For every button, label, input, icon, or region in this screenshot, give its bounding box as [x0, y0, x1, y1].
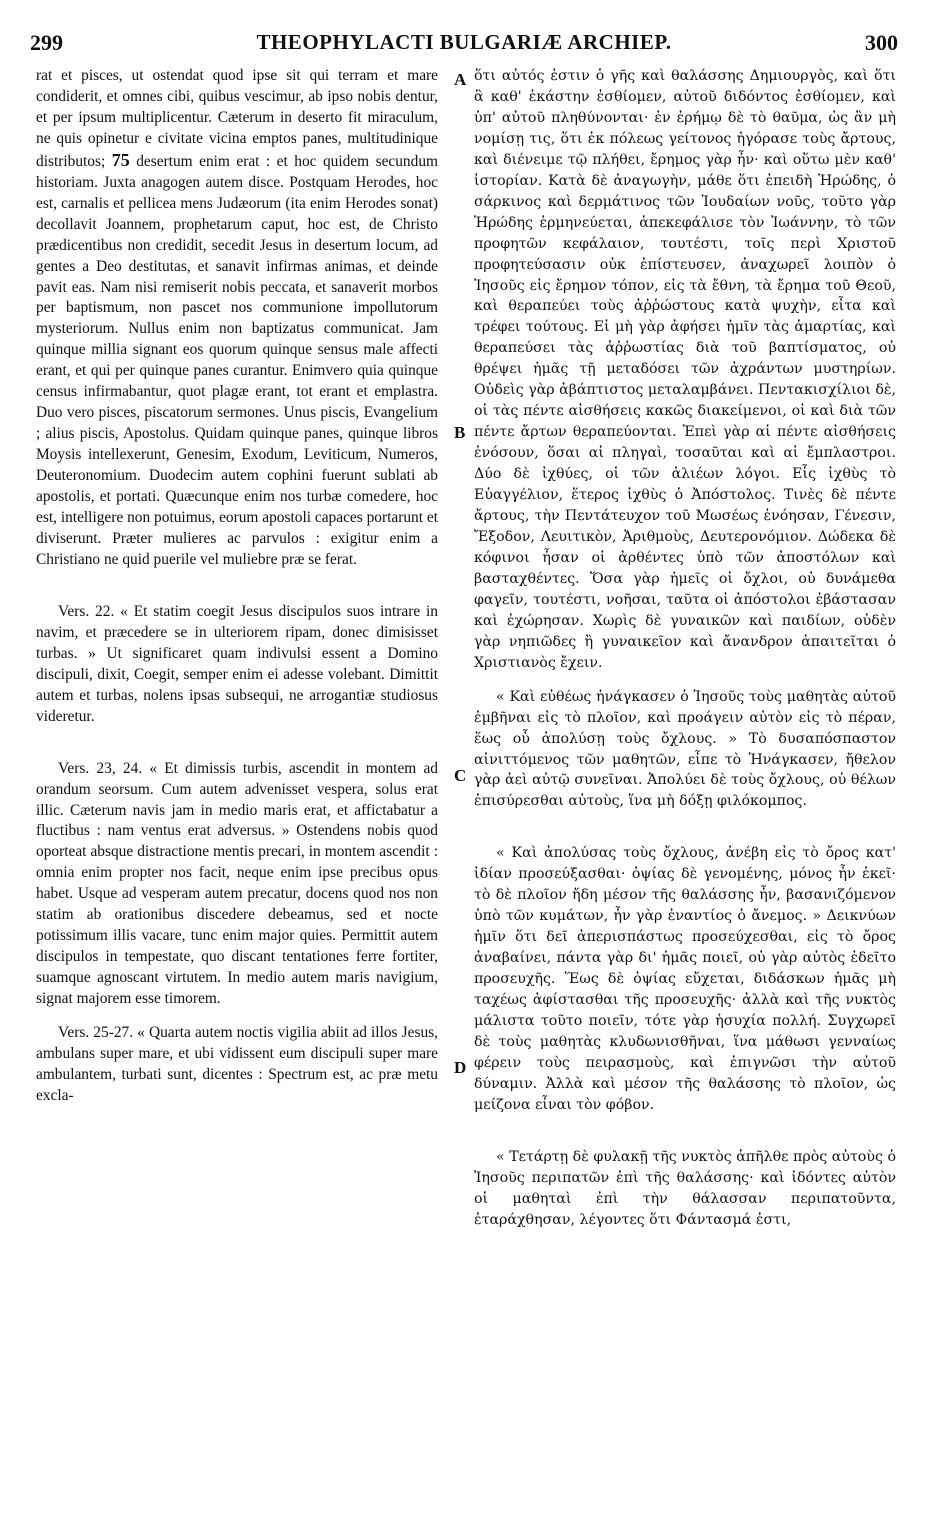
margin-letter-c: C	[454, 766, 467, 785]
margin-letter-d: D	[454, 1058, 467, 1077]
running-title: THEOPHYLACTI BULGARIÆ ARCHIEP.	[256, 30, 672, 54]
latin-paragraph	[36, 66, 438, 571]
latin-column	[36, 66, 438, 1120]
latin-text: desertum enim erat : et hoc quidem secundum historiam. Juxta anagogen autem disce. Postquam Herodes, hoc est, carnalis et pellicea mens Judæorum (ita enim Herodes sonat) decollavit Joannem, prophetarum caput, hoc est, de Christo prædicentibus non credidit, secedit Jesus in desertum locum, ad gentes a Deo destitutas, et sanavit infirmas animas, et deinde pavit eas. Nam nisi remiserit nobis peccata, et sanaverit morbos per baptismum, non pascet nos communione impollutorum mysteriorum. Nullus enim non baptizatus communicat. Jam quinque millia signant eos quorum quinque sensus male affecti erant, et qui per quinque panes curantur. Enimvero quia quinque census infirmabantur, quot plagæ erant, tot erant et emplastra. Duo vero pisces, piscatorum sermones. Unus piscis, Evangelium ; alius piscis, Apostolus. Quidam quinque panes, quinque libros Moysis intellexerunt, Genesim, Exodum, Leviticum, Numeros, Deuteronomium. Duodecim autem cophini fuerunt sublati ab apostolis, et portati. Quæcunque enim nos turbæ comedere, hoc est, intelligere non potuimus, eorum apostoli capaces portarunt et diviserunt. Præter mulieres ac parvulos : exigitur enim a Christiano ne quid puerile vel muliebre præ se ferat.	[36, 152, 438, 568]
column-number: 75	[111, 149, 130, 170]
greek-paragraph: ὅτι αὐτός ἐστιν ὁ γῆς καὶ θαλάσσης Δημιουργὸς, καὶ ὅτι ἃ καθ' ἑκάστην ἐσθίομεν, αὐτοῦ διδόντος ἐσθίομεν, καὶ ὑπ' αὐτοῦ πληθύνονται· ἐν ἐρήμῳ δὲ τὸ θαῦμα, ὡς ἂν μὴ νομίσῃ τις, ὅτι ἐκ πόλεως γείτονος ἠγόρασε τοὺς ἄρτους, καὶ διένειμε τῷ πλήθει, ἔρημος γὰρ ἦν· καὶ οὕτω μὲν καθ' ἱστορίαν. Κατὰ δὲ ἀναγωγὴν, μάθε ὅτι ἐπειδὴ Ἡρώδης, ὁ σάρκινος καὶ δερμάτινος τῶν Ἰουδαίων νοῦς, τοῦτο γὰρ Ἡρώδης ἑρμηνεύεται, ἀπεκεφάλισε τὸν Ἰωάννην, τὸ τῶν προφητῶν κεφάλαιον, τουτέστι, τοῖς περὶ Χριστοῦ προφητεύσασιν οὐκ ἐπίστευσεν, ἀναχωρεῖ λοιπὸν ὁ Ἰησοῦς εἰς ἔρημον τόπον, εἰς τὰ ἔθνη, τὰ ἔρημα τοῦ Θεοῦ, καὶ θεραπεύει τοὺς ἀῤῥώστους κατὰ ψυχὴν, εἶτα καὶ τρέφει τούτους. Εἰ μὴ γὰρ ἀφήσει ἡμῖν τὰς ἁμαρτίας, καὶ θεραπεύσει τὰς ἀῤῥωστίας διὰ τοῦ βαπτίσματος, οὐ θρέψει ἡμᾶς τῇ μεταδόσει τῶν ἀχράντων μυστηρίων. Οὐδεὶς γὰρ ἀβάπτιστος μεταλαμβάνει. Πεντακισχίλιοι δὲ, οἱ τὰς πέντε αἰσθήσεις κακῶς διακείμενοι, οἱ καὶ διὰ τῶν πέντε ἄρτων θεραπεύονται. Ἐπεὶ γὰρ αἱ πέντε αἰσθήσεις ἐνόσουν, ὅσαι αἱ πληγαὶ, τοσαῦται καὶ αἱ ἔμπλαστροι. Δύο δὲ ἰχθύες, οἱ τῶν ἁλιέων λόγοι. Εἷς ἰχθὺς τὸ Εὐαγγέλιον, ἕτερος ἰχθὺς ὁ Ἀπόστολος. Τινὲς δὲ πέντε ἄρτους, τὴν Πεντάτευχον τοῦ Μωσέως ἐνόησαν, Γένεσιν, Ἔξοδον, Λευιτικὸν, Ἀριθμοὺς, Δευτερονόμιον. Δώδεκα δὲ κόφινοι ἦσαν οἱ ἀρθέντες ὑπὸ τῶν ἀποστόλων καὶ βασταχθέντες. Ὅσα γὰρ ἡμεῖς οἱ ὄχλοι, οὐ δυνάμεθα φαγεῖν, τουτέστι, νοῆσαι, ταῦτα οἱ ἀπόστολοι ἐβάστασαν καὶ ἐχώρησαν. Χωρὶς δὲ γυναικῶν καὶ παιδίων, οὐδὲν γὰρ νηπιῶδες ἢ γυναικεῖον καὶ ἄνανδρον ἀπαιτεῖται ὁ Χριστιανὸς ἔχειν.	[474, 68, 896, 671]
page-header	[30, 30, 898, 62]
greek-column	[474, 66, 896, 1244]
latin-verse-22: Vers. 22. « Et statim coegit Jesus discipulos suos intrare in navim, et præcedere se in ulteriorem ripam, donec dimisisset turbas. » Ut significaret quam indivulsi essent a Domino discipuli, dixit, Coegit, semper enim ei adesse volebant. Dimittit autem et turbas, nolens ipsas subsequi, ne arrogantiæ studiosus videretur.	[36, 602, 438, 725]
greek-verse-23-24: « Καὶ ἀπολύσας τοὺς ὄχλους, ἀνέβη εἰς τὸ ὄρος κατ' ἰδίαν προσεύξασθαι· ὀψίας δὲ γενομένης, μόνος ἦν ἐκεῖ· τὸ δὲ πλοῖον ἤδη μέσον τῆς θαλάσσης ἦν, βασανιζόμενον ὑπὸ τῶν κυμάτων, ἦν γὰρ ἐναντίος ὁ ἄνεμος. » Δεικνύων ἡμῖν ὅτι δεῖ ἀπερισπάστως προσεύχεσθαι, εἰς τὸ ὄρος ἀναβαίνει, πάντα γὰρ δι' ἡμᾶς ποιεῖ, οὐ γὰρ αὐτὸς ἐδεῖτο προσευχῆς. Ἕως δὲ ὀψίας εὔχεται, διδάσκων ἡμᾶς μὴ ταχέως ἀφίστασθαι τῆς προσευχῆς· ἀλλὰ καὶ τῆς νυκτὸς μάλιστα τοῦτο ποιεῖν, τότε γὰρ ἡσυχία πολλή. Συγχωρεῖ δὲ τοὺς μαθητὰς κλυδωνισθῆναι, ἵνα μάθωσι γενναίως φέρειν τοὺς πειρασμοὺς, καὶ ἐπιγνῶσι τὴν αὐτοῦ δύναμιν. Ἀλλὰ καὶ μέσον τῆς θαλάσσης τὸ πλοῖον, ὡς μείζονα εἶναι τὸν φόβον.	[474, 845, 896, 1113]
page-number-left: 299	[30, 30, 63, 55]
greek-verse-22: « Καὶ εὐθέως ἠνάγκασεν ὁ Ἰησοῦς τοὺς μαθητὰς αὐτοῦ ἐμβῆναι εἰς τὸ πλοῖον, καὶ προάγειν αὐτὸν εἰς τὸ πέραν, ἕως οὗ ἀπολύσῃ τοὺς ὄχλους. » Τὸ δυσαπόσπαστον αἰνιττόμενος τῶν μαθητῶν, εἶπε τὸ Ἠνάγκασεν, ἤθελον γὰρ ἀεὶ αὐτῷ συνεῖναι. Ἀπολύει δὲ τοὺς ὄχλους, οὐ θέλων ἐπισύρεσθαι αὐτοὺς, ἵνα μὴ δόξῃ φιλόκομπος.	[474, 688, 896, 810]
latin-verse-23-24: Vers. 23, 24. « Et dimissis turbis, ascendit in montem ad orandum seorsum. Cum autem advenisset vespera, solus erat illic. Cæterum navis jam in medio maris erat, et affictabatur a fluctibus : nam ventus erat adversus. » Ostendens nobis quod oporteat absque distractione mentis precari, in montem ascendit : omnia enim propter nos facit, neque enim ipse precibus opus habet. Usque ad vesperam autem precatur, docens quod nos non statim ab orationibus discedere debeamus, sed et nocte potissimum illis vacare, tunc enim major quies. Permittit autem discipulos in tempestate, quo discant tentationes ferre fortiter, suamque agnoscant virtutem. In medio autem maris navigium, signat majorem esse timorem.	[36, 759, 438, 1008]
greek-verse-25-27: « Τετάρτῃ δὲ φυλακῇ τῆς νυκτὸς ἀπῆλθε πρὸς αὐτοὺς ὁ Ἰησοῦς περιπατῶν ἐπὶ τῆς θαλάσσης· καὶ ἰδόντες αὐτὸν οἱ μαθηταὶ ἐπὶ τὴν θάλασσαν περιπατοῦντα, ἐταράχθησαν, λέγοντες ὅτι Φάντασμά ἐστι,	[474, 1148, 896, 1228]
margin-letter-a: A	[454, 70, 467, 89]
margin-letter-b: B	[454, 423, 466, 442]
latin-verse-25-27: Vers. 25-27. « Quarta autem noctis vigilia abiit ad illos Jesus, ambulans super mare, et ubi vidissent eum discipuli super mare ambulantem, turbati sunt, dicentes : Spectrum est, ac præ metu excla-	[36, 1024, 438, 1104]
latin-text: rat et pisces, ut ostendat quod ipse sit qui terram et mare condiderit, et omnes cibi, quibus vescimur, ab ipso nobis dentur, et per ipsum multiplicentur. Cæterum in deserto fit miraculum, ne quis opinetur e civitate vicina emptos panes, multitudinique distributos;	[36, 67, 438, 170]
page-number-right: 300	[865, 30, 898, 55]
